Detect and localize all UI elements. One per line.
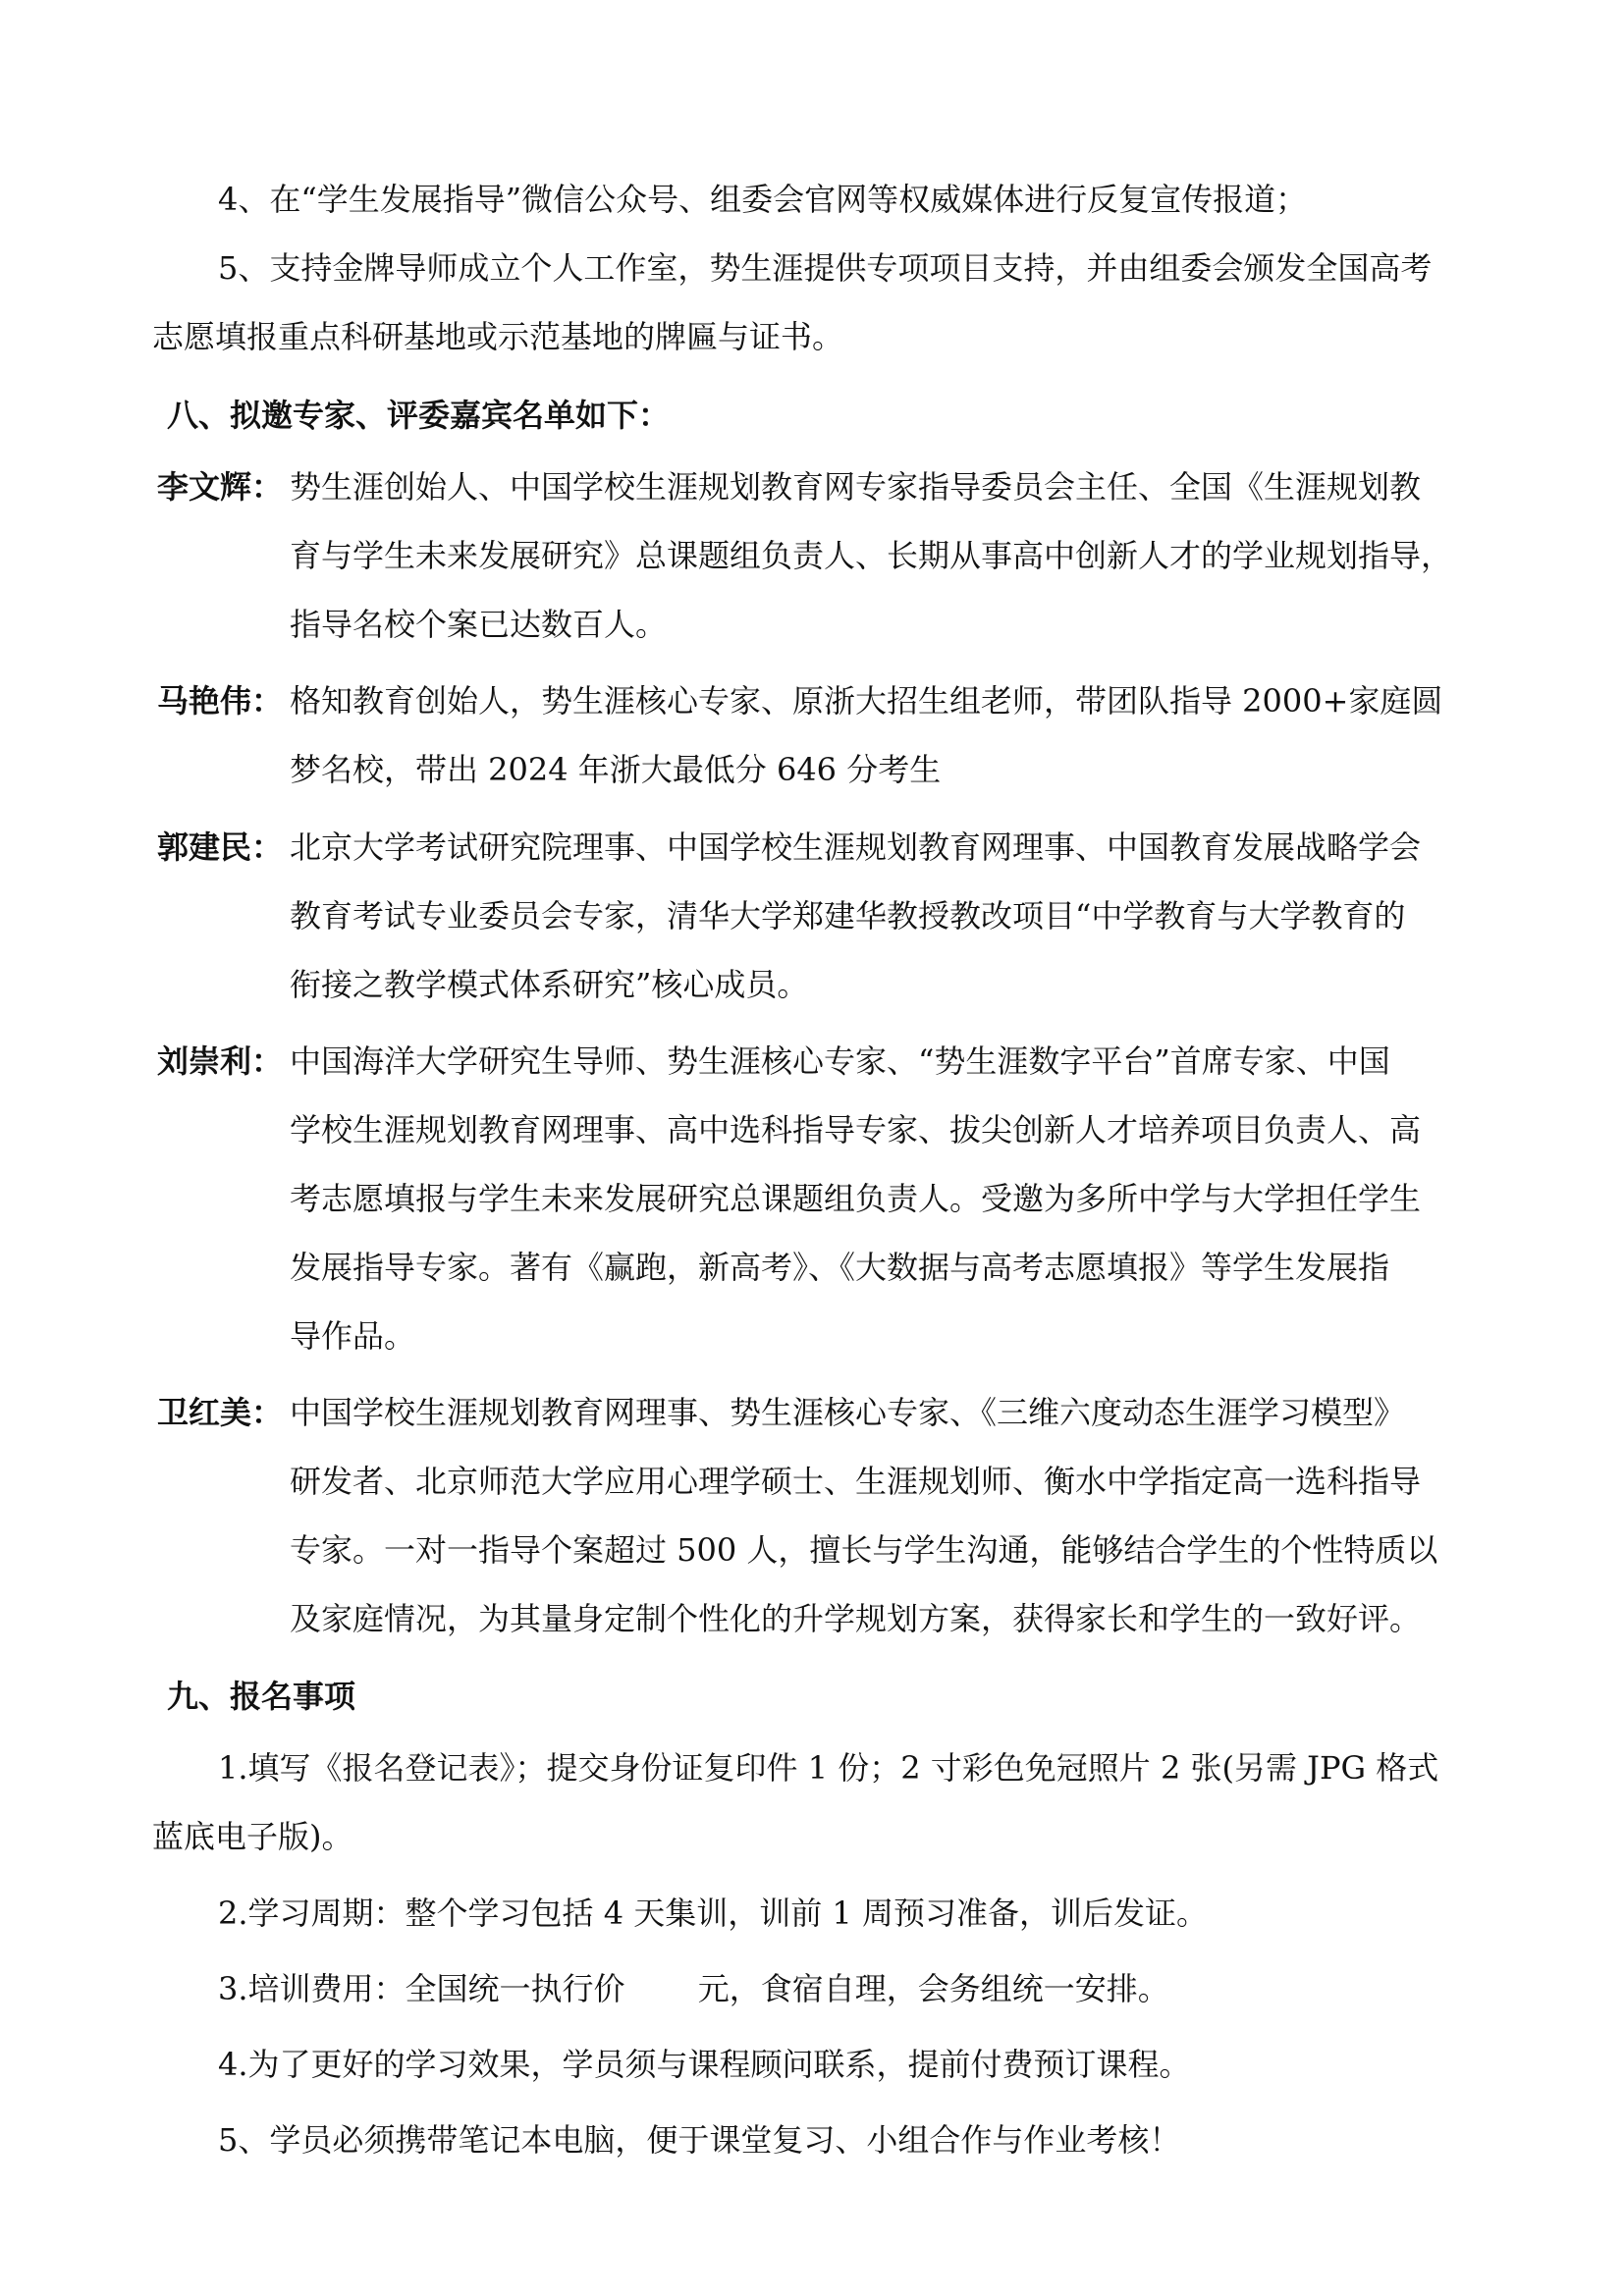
expert-bio-line: 教育考试专业委员会专家，清华大学郑建华教授教改项目“中学教育与大学教育的 — [290, 897, 1406, 934]
section9-heading: 九、报名事项 — [167, 1678, 356, 1715]
expert-name: 郭建民： — [157, 828, 284, 866]
registration-item: 5、学员必须携带笔记本电脑，便于课堂复习、小组合作与作业考核！ — [218, 2121, 1181, 2159]
registration-item: 2.学习周期：整个学习包括 4 天集训，训前 1 周预习准备，训后发证。 — [218, 1895, 1208, 1932]
registration-item: 1.填写《报名登记表》；提交身份证复印件 1 份；2 寸彩色免冠照片 2 张(另需 JPG 格式 — [218, 1749, 1439, 1787]
expert-bio-line: 中国海洋大学研究生导师、势生涯核心专家、“势生涯数字平台”首席专家、中国 — [290, 1042, 1390, 1080]
expert-bio-line: 及家庭情况，为其量身定制个性化的升学规划方案，获得家长和学生的一致好评。 — [290, 1600, 1422, 1637]
expert-bio-line: 研发者、北京师范大学应用心理学硕士、生涯规划师、衡水中学指定高一选科指导 — [290, 1463, 1422, 1500]
intro-item-4: 4、在“学生发展指导”微信公众号、组委会官网等权威媒体进行反复宣传报道； — [218, 181, 1308, 218]
expert-bio-line: 势生涯创始人、中国学校生涯规划教育网专家指导委员会主任、全国《生涯规划教 — [290, 468, 1422, 506]
expert-bio-line: 考志愿填报与学生未来发展研究总课题组负责人。受邀为多所中学与大学担任学生 — [290, 1180, 1422, 1217]
expert-bio-line: 学校生涯规划教育网理事、高中选科指导专家、拔尖创新人才培养项目负责人、高 — [290, 1111, 1422, 1148]
expert-bio-line: 梦名校，带出 2024 年浙大最低分 646 分考生 — [290, 751, 942, 788]
registration-item: 3.培训费用：全国统一执行价 元，食宿自理，会务组统一安排。 — [218, 1970, 1169, 2007]
expert-name: 刘崇利： — [157, 1042, 284, 1080]
registration-item-cont: 蓝底电子版)。 — [152, 1818, 353, 1855]
expert-bio-line: 专家。一对一指导个案超过 500 人，擅长与学生沟通，能够结合学生的个性特质以 — [290, 1531, 1438, 1569]
expert-bio-line: 北京大学考试研究院理事、中国学校生涯规划教育网理事、中国教育发展战略学会 — [290, 828, 1422, 866]
expert-bio-line: 衔接之教学模式体系研究”核心成员。 — [290, 966, 809, 1003]
expert-bio-line: 发展指导专家。著有《赢跑，新高考》、《大数据与高考志愿填报》等学生发展指 — [290, 1249, 1390, 1286]
expert-bio-line: 指导名校个案已达数百人。 — [290, 606, 668, 643]
expert-bio-line: 育与学生未来发展研究》总课题组负责人、长期从事高中创新人才的学业规划指导， — [290, 537, 1453, 574]
section8-heading: 八、拟邀专家、评委嘉宾名单如下： — [167, 397, 671, 434]
intro-item-5-cont: 志愿填报重点科研基地或示范基地的牌匾与证书。 — [152, 318, 844, 355]
expert-bio-line: 导作品。 — [290, 1317, 416, 1355]
expert-bio-line: 格知教育创始人，势生涯核心专家、原浙大招生组老师，带团队指导 2000+家庭圆 — [290, 682, 1443, 720]
expert-name: 李文辉： — [157, 468, 284, 506]
intro-item-5: 5、支持金牌导师成立个人工作室，势生涯提供专项项目支持，并由组委会颁发全国高考 — [218, 249, 1433, 287]
expert-bio-line: 中国学校生涯规划教育网理事、势生涯核心专家、《三维六度动态生涯学习模型》 — [290, 1394, 1406, 1431]
expert-name: 马艳伟： — [157, 682, 284, 720]
registration-item: 4.为了更好的学习效果，学员须与课程顾问联系，提前付费预订课程。 — [218, 2046, 1191, 2083]
expert-name: 卫红美： — [157, 1394, 284, 1431]
